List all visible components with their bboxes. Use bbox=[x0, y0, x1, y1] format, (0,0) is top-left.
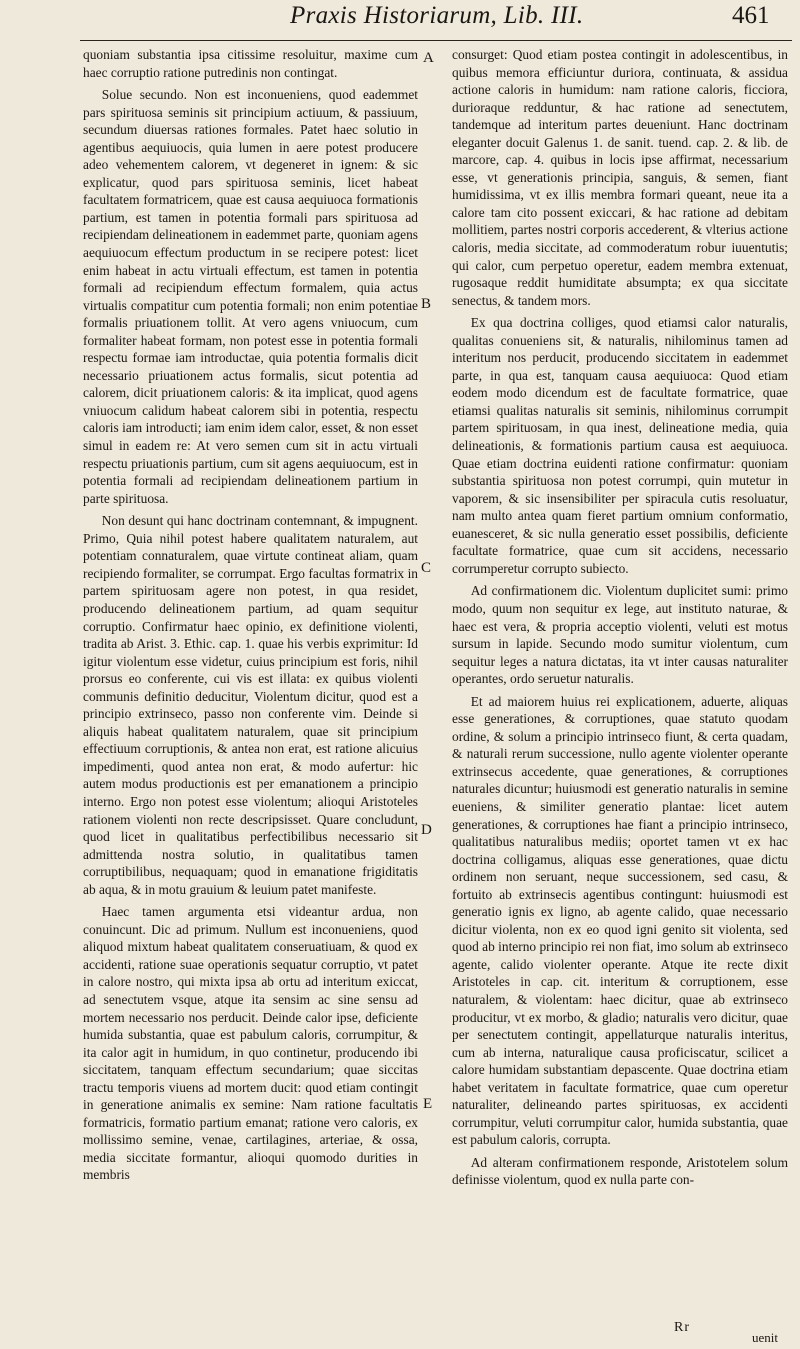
paragraph: Non desunt qui hanc doctrinam contemnant, & impugnent. Primo, Quia nihil potest habere qualitatem naturalem, aut potentiam connaturalem, quae virtute contineat aliam, quam recipiendo formaliter, se corrumpat. Ergo facultas formatrix in partem spirituosam agere non potest, in qua residet, producendo delineationem partium, ad quam sequitur corruptio. Confirmatur haec opinio, ex definitione violenti, tradita ab Arist. 3. Ethic. cap. 1. quae his verbis exprimitur: Id igitur violentum esse videtur, cuius principium est foris, nihil prorsus eo conferente, cui vis est illata: ex quibus violenti communis definitio deducitur, Violentum dicitur, quod est a principio extrinseco, passo non conferente vim. Deinde si aliquis habeat qualitatem naturalem, quae sit principium effectiuum corruptionis, & antea non erat, est ratione alicuius impedimenti, quod antea non erat, & modo aufertur: hic autem modus productionis est per emanationem a principio interno. Ergo non potest esse violentum; alioqui Aristoteles rationem violenti non recte descripsisset. Quare concludunt, quod licet in qualitatibus perfectibilibus necessario sit admittenda nostra solutio, in qualitatibus tamen corruptibilibus, nequaquam; quod in emanatione frigiditatis ab aqua, & in motu grauium & leuium patet manifeste. bbox=[83, 513, 418, 897]
paragraph: Haec tamen argumenta etsi videantur ardua, non conuincunt. Dic ad primum. Nullum est inconueniens, quod aliquod mixtum habeat qualitatem conseruatiuam, & quod ex accidenti, ratione suae operationis sequatur corruptio, vt patet in calore nostro, qui mixta ipsa ab ortu ad interitum exiccat, ad senectutem vsque, atque ita sensim ac sine sensu ad mortem necessario nos perducit. Deinde calor ipse, deficiente humida substantia, quae est pabulum caloris, corrumpitur, & ita calor agit in humidum, in quo continetur, producendo ibi siccitatem, tanquam effectum secundarium; quae siccitas tractu temporis viuens ad mortem ducit: quod etiam contingit in generatione animalis ex semine: Nam ratione facultatis formatricis, formatio partium emanat; ratione vero caloris, ex mollissimo semine, venae, cartilagines, arteriae, & ossa, media siccitate formantur, alioqui quomodo durities in membris bbox=[83, 904, 418, 1183]
paragraph: Ad alteram confirmationem responde, Aristotelem solum definisse violentum, quod ex nulla parte con- bbox=[452, 1154, 788, 1188]
running-head-title: Praxis Historiarum, Lib. III. bbox=[290, 2, 584, 29]
page-number: 461 bbox=[732, 2, 770, 29]
margin-marker-a: A bbox=[423, 50, 434, 66]
paragraph: quoniam substantia ipsa citissime resoluitur, maxime cum haec corruptio ratione putredinis non contingat. bbox=[83, 47, 418, 80]
margin-marker-b: B bbox=[421, 296, 432, 312]
catchword: uenit bbox=[752, 1330, 778, 1345]
margin-marker-e: E bbox=[423, 1096, 433, 1112]
paragraph: consurget: Quod etiam postea contingit in adolescentibus, in quibus memora efficiuntur duriora, continuata, & assidua actione caloris in humidum: nam ratione caloris, ficciora, durioraque redduntur, & hac ratione ad senectutem, tandemque ad interitum partes deueniunt. Hanc doctrinam eleganter docuit Galenus 1. de sanit. tuend. cap. 2. & lib. de marcore, cap. 4. quibus in locis ipse affirmat, necessarium esse, vt generationis principia, sanguis, & semen, fiant humidissima, vt ex illis membra formari queant, neue ita a calore tam cito possent exiccari, & hac ratione ad debitam mollitiem, partes nostri corporis accederent, & vlterius actione caloris, media siccitate, ad commoderatum robur iuuentutis; qui calor, cum perpetuo operetur, eadem membra extenuat, rugosaque reddit humiditate absumpta; ex qua siccitate senectus, & tandem mors. bbox=[452, 47, 788, 308]
signature-mark: Rr bbox=[674, 1320, 690, 1335]
paragraph: Ad confirmationem dic. Violentum duplicitet sumi: primo modo, quum non sequitur ex lege, aut instituto naturae, & haec est vera, & propria acceptio violenti, veluti est motus sursum in lapide. Secundo modo sumitur violentum, cum sequitur leges a natura dictatas, ita vt inter causas naturaliter operantes, ordo seruetur naturalis. bbox=[452, 583, 788, 687]
paragraph: Ex qua doctrina colliges, quod etiamsi calor naturalis, qualitas conueniens sit, & naturalis, nihilominus tamen ad interitum nos perducit, producendo siccitatem in eademmet parte, in qua est, tanquam causa aequiuoca: Quod etiam eodem modo dicendum est de facultate formatrice, quae etiamsi qualitas naturalis sit seminis, nihilominus corrumpit partem spirituosam, in qua inest, delineatione media, quia delineationis, & formationis partium causa est aequiuoca. Quae etiam doctrina euidenti ratione confirmatur: quoniam substantia spirituosa non potest corrumpi, quin mutetur in vaporem, & sic insensibiliter per spiracula cutis resoluatur, nam multo antea quam fieret partium omnium conformatio, euanesceret, & sic nulla generatio esset possibilis, deficiente facultate formatrice, quae cum sit accidens, necessario corrumperetur corrupto subiecto. bbox=[452, 315, 788, 576]
margin-marker-d: D bbox=[421, 822, 432, 838]
right-text-column bbox=[452, 46, 788, 1189]
margin-marker-c: C bbox=[421, 560, 432, 576]
left-text-column bbox=[83, 46, 418, 1184]
paragraph: Solue secundo. Non est inconueniens, quod eademmet pars spirituosa seminis sit principium actiuum, & passiuum, secundum diuersas rationes formales. Patet haec solutio in agentibus aequiuocis, quia lumen in aere potest producere adeo vehementem calorem, vt degeneret in ignem: & sic explicatur, quod pars spirituosa seminis, licet habeat facultatem formatricem, quae est causa aequiuoca formationis partium, est tamen in potentia formali pars spirituosa ad recipiendam delineationem in eademmet parte, quoniam agens aequiuocum effectum productum in se recipere potest: licet enim habeat in actu virtuali effectum, est tamen in potentia formali ad recipiendum effectum formalem, quia actus virtualis compatitur cum potentia formali; non enim potentiae formalis priuationem tollit. At vero agens vniuocum, cum formaliter habeat formam, non potest esse in potentia formali respectu formae iam introductae, quia potentia formalis dicit necessario priuationem actus formalis, sicut potentia ad calorem, dicit priuationem caloris: & ita implicat, quod agens vniuocum calidum habeat calorem sibi in potentia, respectu caloris iam introducti; iam enim idem calor, esset, & non esset simul in eadem re: At vero semen cum sit in actu virtuali respectu priuationis partium, cum sit agens aequiuocum, est in potentia formali ad recipiendam delineationem partium in parte spirituosa. bbox=[83, 87, 419, 506]
header-divider bbox=[80, 40, 792, 41]
paragraph: Et ad maiorem huius rei explicationem, aduerte, aliquas esse generationes, & corruptiones, quae statuto quodam ordine, & solum a principio intrinseco fiunt, & certa quadam, & naturali rerum successione, nullo agente violenter operante extrinsecus accedente, quae generationes, & corruptiones naturales dicuntur; huiusmodi est generatio naturalis in semine eueniens, & similiter generatio plantae: licet autem generationes, & corruptiones hae fiant a principio intrinseco, qualitatibus naturalibus mediis; oportet tamen vt ex hac doctrina colligamus, aliquas esse generationes, quae dictu ordinem non seruant, neque successionem, sed casu, & fortuito ab extrinsecis agentibus contingunt: huiusmodi est generatio ignis ex ligno, ab agente calido, quae necessario dicitur violenta, non ex eo quod igni genito sit violenta, sed quod ab interno principio rei non fiat, imo solum ab extrinseco agente, calido violenter operante. Atque ite recte dixit Aristoteles in cap. cit. interitum & corruptionem, esse naturalem, & violentam: haec dicitur, quae ab extrinseco producitur, vt ex morbo, & gladio; naturalis vero dicitur, quae per senectutem contingit, appellaturque naturalis interitus, cum ab interna, naturalique causa proficiscatur, scilicet a calore humidam substantiam depascente. Quae doctrina etiam habet veritatem in facultate formatrice, quae cum operetur naturaliter, delineando partes spirituosas, ex accidenti corrumpitur, veluti corrumpitur calor, humida substantia, quae est pabulum caloris, corrupta. bbox=[452, 693, 788, 1148]
